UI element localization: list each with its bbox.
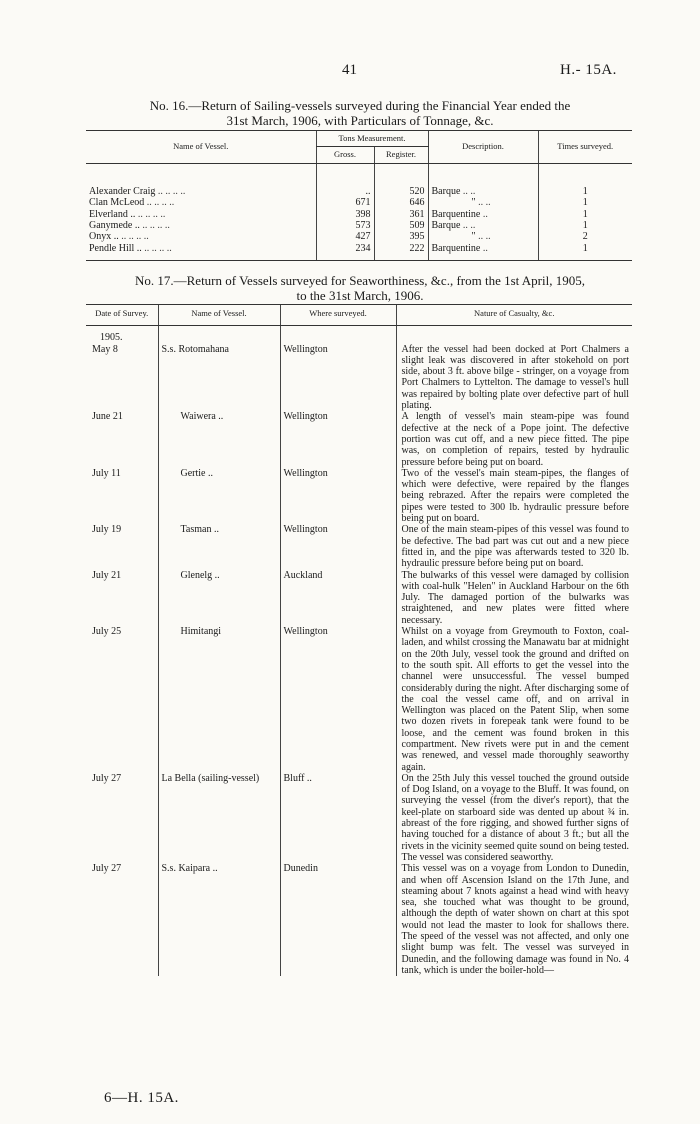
- table17-title-line1: No. 17.—Return of Vessels surveyed for Seaworthiness, &c., from the 1st April, 1905,: [134, 273, 585, 288]
- gross-tons: ..: [316, 163, 374, 197]
- times-surveyed: 1: [538, 163, 632, 197]
- vessel-description: ": [471, 231, 476, 243]
- table16-title-line2: 31st March, 1906, with Particulars of Tonnage, &c.: [226, 113, 494, 128]
- vessel-name: Himitangi: [158, 626, 280, 773]
- vessel-description: Barque: [431, 220, 461, 232]
- gross-tons: 234: [316, 243, 374, 261]
- survey-date: July 27: [92, 863, 122, 875]
- survey-date: July 11: [92, 467, 121, 479]
- gross-tons: 427: [316, 231, 374, 242]
- table-row: [86, 243, 632, 261]
- vessel-description: Barquentine: [431, 242, 481, 254]
- col-where-header: Where surveyed.: [280, 305, 396, 326]
- leader-dots: .. ..: [462, 185, 476, 197]
- vessel-description: ": [471, 197, 476, 209]
- leader-dots: .. .. .. ..: [146, 197, 175, 209]
- gross-tons: 573: [316, 220, 374, 231]
- vessel-name: Ganymede ..: [89, 220, 140, 232]
- table-row: [86, 220, 632, 231]
- survey-date: July 25: [92, 626, 122, 638]
- col-register-header: Register.: [374, 147, 428, 163]
- sailing-vessels-table: [86, 130, 632, 261]
- table-row: [86, 468, 632, 524]
- col-description-header: Description.: [428, 131, 538, 164]
- survey-location: Dunedin: [280, 863, 396, 976]
- survey-location: Wellington: [280, 626, 396, 773]
- page-footer-reference: 6—H. 15A.: [104, 1090, 179, 1106]
- times-surveyed: 2: [538, 231, 632, 242]
- leader-dots: ..: [482, 242, 488, 254]
- casualty-description: After the vessel had been docked at Port Chalmers a slight leak was discovered in after stokehold on port side, about 3 ft. above bilge - stringer, on a voyage from Port Chalmers to Lyttelton. The damage to vessel's hull was repaired by bolting plate over defective part of hull plating.: [396, 344, 632, 412]
- survey-date: July 27: [92, 772, 122, 784]
- leader-dots: .. .. .. ..: [157, 185, 186, 197]
- register-tons: 222: [374, 243, 428, 261]
- col-nature-header: Nature of Casualty, &c.: [396, 305, 632, 326]
- vessel-name: Tasman ..: [158, 524, 280, 569]
- table-row: [86, 863, 632, 976]
- leader-dots: .. ..: [478, 231, 491, 243]
- table-row: [86, 773, 632, 863]
- page-reference: H.- 15A.: [560, 62, 617, 78]
- leader-dots: .. .. .. ..: [144, 242, 172, 254]
- col-date-header: Date of Survey.: [86, 305, 158, 326]
- survey-date: May 8: [92, 343, 118, 355]
- table16-title: [70, 98, 650, 128]
- page-number: 41: [342, 62, 357, 78]
- register-tons: 361: [374, 209, 428, 220]
- vessel-name: Gertie ..: [158, 468, 280, 524]
- col-gross-header: Gross.: [316, 147, 374, 163]
- vessel-name: Elverland ..: [89, 208, 136, 220]
- table17-title-line2: to the 31st March, 1906.: [296, 288, 424, 303]
- vessel-description: Barquentine: [431, 208, 481, 220]
- register-tons: 646: [374, 197, 428, 208]
- vessel-name: S.s. Rotomahana: [158, 344, 280, 412]
- table17-title: [70, 273, 650, 303]
- casualty-description: One of the main steam-pipes of this vessel was found to be defective. The bad part was cut out and a new piece fitted in, and the pipe was afterwards tested to 320 lb. hydraulic pressure before being put on board.: [396, 524, 632, 569]
- casualty-description: Whilst on a voyage from Greymouth to Foxton, coal-laden, and whilst crossing the Manawatu bar at midnight on the 20th July, vessel took the ground and drifted on to the south spit. All efforts to get the vessel into the channel were unsuccessful. The vessel bumped considerably during the night. After discharging some of the coal the vessel came off, and on arrival in Wellington was placed on the Patent Slip, when some two dozen rivets in forepeak tank were found to be loose, and the cement was found broken in this compartment. New rivets were put in and the cement was renewed, and vessel made thoroughly seaworthy again.: [396, 626, 632, 773]
- table-row: [86, 524, 632, 569]
- gross-tons: 398: [316, 209, 374, 220]
- col-times-header: Times surveyed.: [538, 131, 632, 164]
- survey-location: Wellington: [280, 411, 396, 467]
- survey-location: Wellington: [280, 344, 396, 412]
- vessel-description: Barque: [431, 185, 461, 197]
- vessel-name: La Bella (sailing-vessel): [158, 773, 280, 863]
- table-row: [86, 231, 632, 242]
- col-name-header: Name of Vessel.: [86, 131, 316, 164]
- times-surveyed: 1: [538, 243, 632, 261]
- casualty-description: A length of vessel's main steam-pipe was found defective at the neck of a Pope joint. The defective portion was cut off, and a new piece fitted. The pipe was, on completion of repairs, tested by hydraulic pressure before being put on board.: [396, 411, 632, 467]
- times-surveyed: 1: [538, 209, 632, 220]
- register-tons: 395: [374, 231, 428, 242]
- casualty-description: This vessel was on a voyage from London to Dunedin, and when off Ascension Island on the 17th June, and steaming about 7 knots against a head wind with heavy sea, she touched what was thought to be ground, although the depth of water shown on chart at this spot would not lead the master to look for shallows there. The speed of the vessel was not affected, and only one slight bump was felt. The vessel was surveyed in Dunedin, and the following damage was found in No. 4 tank, which is under the boiler-hold—: [396, 863, 632, 976]
- register-tons: 509: [374, 220, 428, 231]
- casualty-description: On the 25th July this vessel touched the ground outside of Dog Island, on a voyage to the Bluff. It was found, on surveying the vessel (from the diver's report), that the keel-plate on starboard side was dented up about ¾ in. abreast of the fore rigging, and showed further signs of having touched for a distance of about 3 ft.; but all the rivets in the vicinity seemed quite sound on being tested. The vessel was considered seaworthy.: [396, 773, 632, 863]
- year-label: 1905.: [100, 332, 123, 344]
- survey-location: Auckland: [280, 570, 396, 626]
- vessel-name: S.s. Kaipara ..: [158, 863, 280, 976]
- gross-tons: 671: [316, 197, 374, 208]
- survey-date: July 19: [92, 524, 122, 536]
- survey-date: July 21: [92, 569, 122, 581]
- vessel-name: Alexander Craig: [89, 185, 156, 197]
- table-row: [86, 197, 632, 208]
- leader-dots: .. .. .. ..: [137, 208, 166, 220]
- register-tons: 520: [374, 163, 428, 197]
- table-row: [86, 411, 632, 467]
- table-row: [86, 209, 632, 220]
- survey-location: Bluff ..: [280, 773, 396, 863]
- survey-location: Wellington: [280, 524, 396, 569]
- col-tons-header: Tons Measurement.: [316, 131, 428, 147]
- table-row: [86, 163, 632, 197]
- vessel-name: Onyx ..: [89, 231, 119, 243]
- table-row: [86, 344, 632, 412]
- casualty-description: The bulwarks of this vessel were damaged by collision with coal-hulk "Helen" in Auckland Harbour on the 6th July. The damaged portion of the bulwarks was straightened, and new plates were fitted where necessary.: [396, 570, 632, 626]
- casualty-description: Two of the vessel's main steam-pipes, the flanges of which were defective, were repaired by the flanges being rebrazed. After the repairs were completed the pipes were tested to 300 lb. hydraulic pressure before being put on board.: [396, 468, 632, 524]
- vessel-name: Clan McLeod: [89, 197, 145, 209]
- col-vessel-header: Name of Vessel.: [158, 305, 280, 326]
- leader-dots: .. ..: [462, 220, 476, 232]
- leader-dots: .. .. .. ..: [142, 220, 170, 232]
- table16-title-line1: No. 16.—Return of Sailing-vessels surveyed during the Financial Year ended the: [149, 98, 571, 113]
- table-row: [86, 626, 632, 773]
- table-row: [86, 570, 632, 626]
- vessel-name: Glenelg ..: [158, 570, 280, 626]
- vessel-name: Pendle Hill ..: [89, 242, 142, 254]
- year-row: [86, 326, 632, 344]
- seaworthiness-survey-table: [86, 304, 632, 976]
- times-surveyed: 1: [538, 197, 632, 208]
- leader-dots: .. .. .. ..: [121, 231, 149, 243]
- vessel-name: Waiwera ..: [158, 411, 280, 467]
- survey-location: Wellington: [280, 468, 396, 524]
- leader-dots: .. ..: [478, 197, 491, 209]
- times-surveyed: 1: [538, 220, 632, 231]
- survey-date: June 21: [92, 411, 123, 423]
- leader-dots: ..: [482, 208, 488, 220]
